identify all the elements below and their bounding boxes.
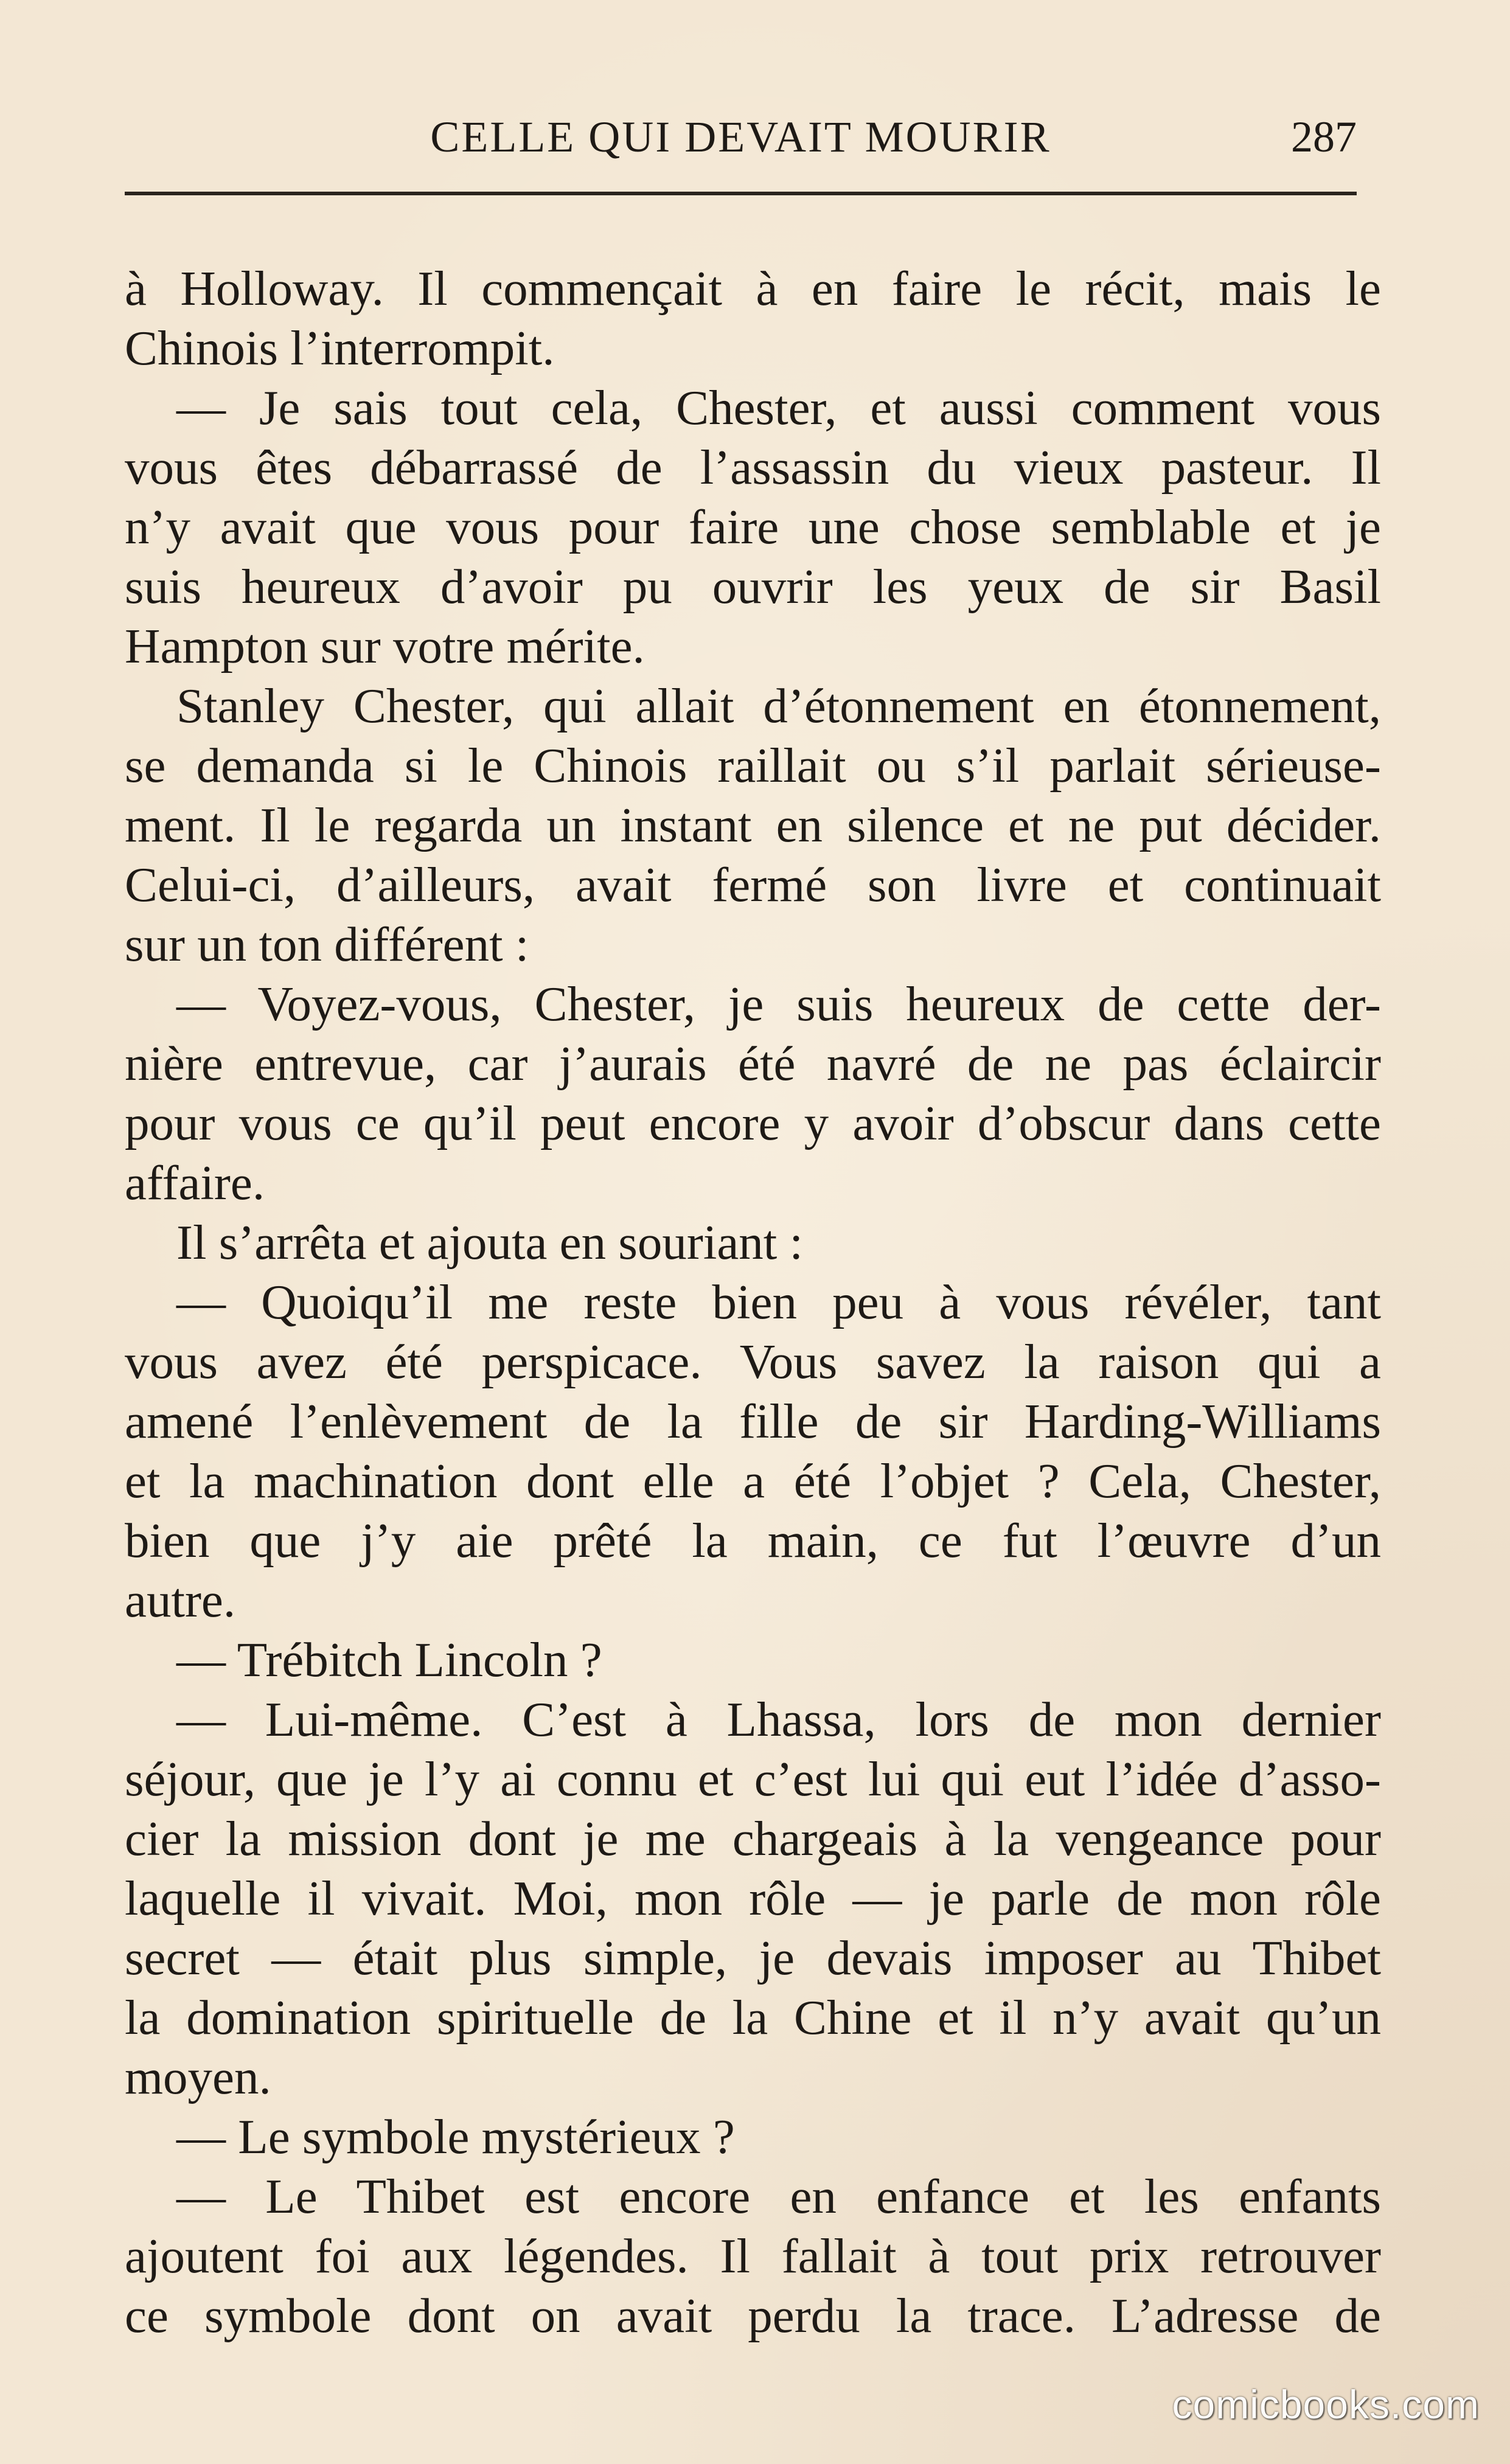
text-line: — Le symbole mystérieux ? bbox=[176, 2109, 735, 2164]
text-line: vous avez été perspicace. Vous savez la raison qui a bbox=[125, 1334, 1381, 1389]
text-line: bien que j’y aie prêté la main, ce fut l’œuvre d’un bbox=[125, 1513, 1381, 1568]
text-line: Celui-ci, d’ailleurs, avait fermé son livre et continuait bbox=[125, 857, 1381, 912]
page-header bbox=[125, 113, 1357, 161]
text-line: — Voyez-vous, Chester, je suis heureux de cette der- bbox=[176, 976, 1381, 1031]
text-line: et la machination dont elle a été l’objet ? Cela, Chester, bbox=[125, 1453, 1381, 1508]
text-line: — Quoiqu’il me reste bien peu à vous révéler, tant bbox=[176, 1275, 1381, 1329]
text-line: n’y avait que vous pour faire une chose semblable et je bbox=[125, 499, 1381, 554]
text-line: séjour, que je l’y ai connu et c’est lui qui eut l’idée d’asso- bbox=[125, 1752, 1381, 1806]
text-line: Hampton sur votre mérite. bbox=[125, 619, 645, 673]
text-line: amené l’enlèvement de la fille de sir Harding-Williams bbox=[125, 1394, 1381, 1449]
running-title: CELLE QUI DEVAIT MOURIR bbox=[430, 113, 1051, 161]
text-line: — Le Thibet est encore en enfance et les enfants bbox=[176, 2169, 1381, 2224]
text-line: nière entrevue, car j’aurais été navré de ne pas éclaircir bbox=[125, 1036, 1381, 1091]
text-line: cier la mission dont je me chargeais à la vengeance pour bbox=[125, 1811, 1381, 1866]
text-line: — Trébitch Lincoln ? bbox=[176, 1632, 602, 1687]
text-line: moyen. bbox=[125, 2050, 271, 2104]
text-line: ce symbole dont on avait perdu la trace. L’adresse de bbox=[125, 2288, 1381, 2343]
text-line: sur un ton différent : bbox=[125, 917, 529, 972]
text-line: affaire. bbox=[125, 1155, 265, 1210]
text-line: à Holloway. Il commençait à en faire le récit, mais le bbox=[125, 261, 1381, 316]
body-text bbox=[125, 259, 1381, 2345]
text-line: autre. bbox=[125, 1573, 236, 1627]
text-line: se demanda si le Chinois raillait ou s’il parlait sérieuse- bbox=[125, 738, 1381, 793]
text-line: — Je sais tout cela, Chester, et aussi comment vous bbox=[176, 380, 1381, 435]
text-line: la domination spirituelle de la Chine et il n’y avait qu’un bbox=[125, 1990, 1381, 2045]
text-line: — Lui-même. C’est à Lhassa, lors de mon dernier bbox=[176, 1692, 1381, 1747]
text-line: ment. Il le regarda un instant en silence et ne put décider. bbox=[125, 798, 1381, 852]
text-line: ajoutent foi aux légendes. Il fallait à tout prix retrouver bbox=[125, 2229, 1381, 2283]
text-line: Chinois l’interrompit. bbox=[125, 321, 555, 375]
text-line: laquelle il vivait. Moi, mon rôle — je parle de mon rôle bbox=[125, 1871, 1381, 1926]
text-line: vous êtes débarrassé de l’assassin du vieux pasteur. Il bbox=[125, 440, 1381, 495]
text-line: Stanley Chester, qui allait d’étonnement en étonnement, bbox=[176, 678, 1381, 733]
header-rule bbox=[125, 192, 1357, 195]
text-line: Il s’arrêta et ajouta en souriant : bbox=[176, 1215, 804, 1270]
text-line: secret — était plus simple, je devais imposer au Thibet bbox=[125, 1930, 1381, 1985]
text-line: pour vous ce qu’il peut encore y avoir d’obscur dans cette bbox=[125, 1096, 1381, 1150]
text-line: suis heureux d’avoir pu ouvrir les yeux de sir Basil bbox=[125, 559, 1381, 614]
watermark: comicbooks.com bbox=[1172, 2382, 1480, 2427]
page-number: 287 bbox=[1291, 113, 1357, 161]
